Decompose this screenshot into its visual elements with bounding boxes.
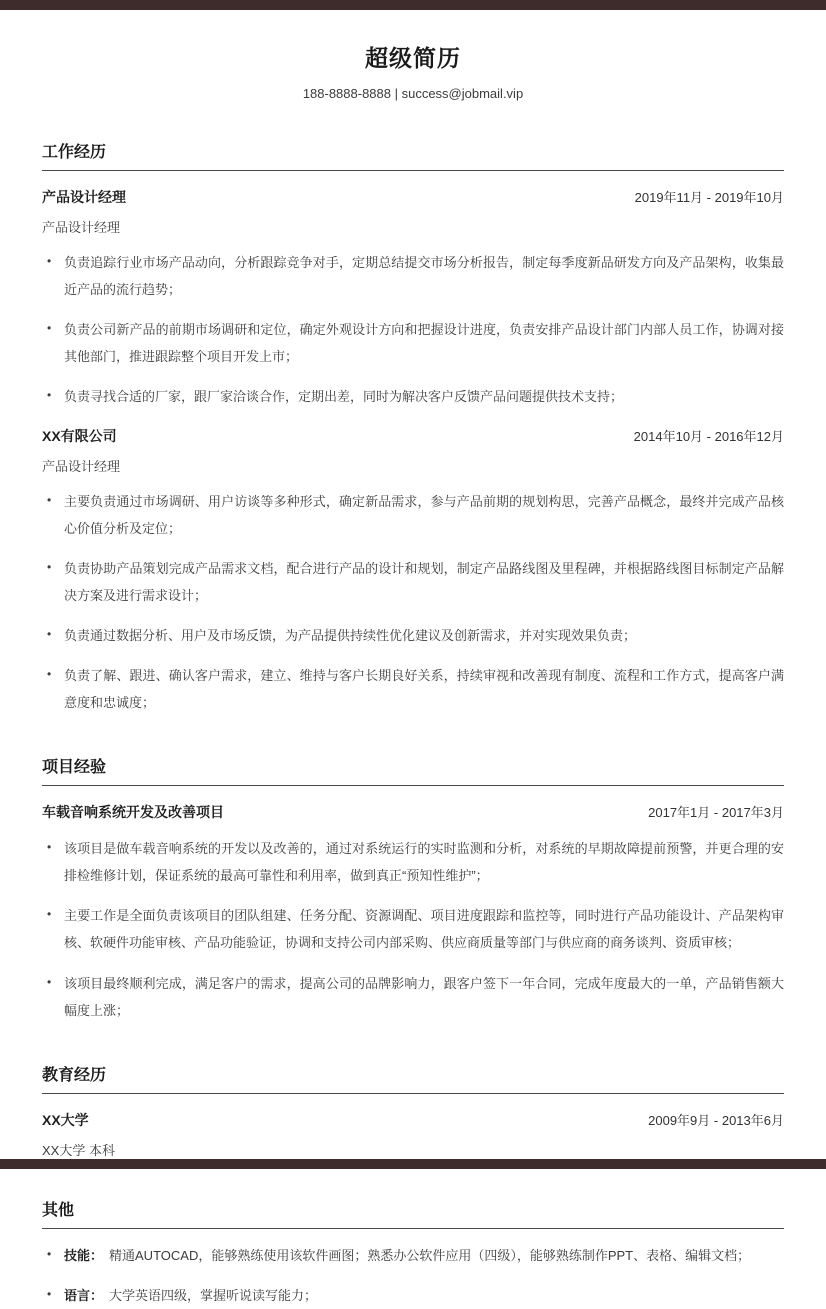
- top-accent-bar: [0, 0, 826, 10]
- list-item: • 该项目是做车载音响系统的开发以及改善的，通过对系统运行的实时监测和分析，对系统的早期故障提前预警，并更合理的安排检维修计划，保证系统的最高可靠性和利用率，做到真正“预知性维护”；: [42, 835, 784, 889]
- list-item: • 负责公司新产品的前期市场调研和定位，确定外观设计方向和把握设计进度，负责安排产品设计部门内部人员工作，协调对接其他部门，推进跟踪整个项目开发上市；: [42, 316, 784, 370]
- job-subtitle: 产品设计经理: [42, 459, 121, 475]
- bullet-icon: •: [47, 254, 52, 268]
- company-name: XX有限公司: [42, 428, 117, 445]
- resume-title: 超级简历: [365, 45, 461, 71]
- list-item: • 负责通过数据分析、用户及市场反馈，为产品提供持续性优化建议及创新需求，并对实现效果负责；: [42, 622, 784, 649]
- skill-text: 精通AUTOCAD，能够熟练使用该软件画图；熟悉办公软件应用（四级），能够熟练制作PPT、表格、编辑文档；: [109, 1247, 751, 1263]
- section-heading-education: 教育经历: [42, 1062, 784, 1094]
- entry-header: [42, 187, 784, 207]
- bullet-icon: •: [47, 627, 52, 642]
- education-entry: [42, 1110, 784, 1159]
- list-item: [42, 1282, 784, 1309]
- bullet-icon: •: [47, 840, 52, 855]
- bullet-icon: •: [47, 493, 52, 508]
- education-date-range: 2009年9月 - 2013年6月: [648, 1112, 784, 1128]
- project-entry: [42, 802, 784, 1023]
- section-heading-projects: 项目经验: [42, 754, 784, 786]
- degree-line: XX大学 本科: [42, 1142, 115, 1158]
- bullet-icon: •: [47, 1246, 52, 1261]
- bottom-accent-bar: [0, 1159, 826, 1169]
- work-entry: [42, 426, 784, 716]
- project-date-range: 2017年1月 - 2017年3月: [648, 805, 784, 821]
- entry-header: [42, 802, 784, 822]
- section-heading-work: 工作经历: [42, 139, 784, 171]
- list-item: • 主要负责通过市场调研、用户访谈等多种形式，确定新品需求，参与产品前期的规划构思，完善产品概念，最终并完成产品核心价值分析及定位；: [42, 488, 784, 542]
- other-list: [42, 1242, 784, 1309]
- section-other: [42, 1197, 784, 1309]
- section-education: [42, 1062, 784, 1159]
- work-entry: [42, 187, 784, 410]
- skill-label: 技能：: [64, 1247, 104, 1263]
- list-item: • 该项目最终顺利完成，满足客户的需求，提高公司的品牌影响力，跟客户签下一年合同，完成年度最大的一单，产品销售额大幅度上涨；: [42, 970, 784, 1024]
- job-title: 产品设计经理: [42, 189, 126, 205]
- job-date-range: 2014年10月 - 2016年12月: [633, 429, 784, 445]
- list-item: • 负责了解、跟进、确认客户需求，建立、维持与客户长期良好关系，持续审视和改善现有制度、流程和工作方式，提高客户满意度和忠诚度；: [42, 662, 784, 716]
- contact-line: 188-8888-8888 | success@jobmail.vip: [302, 86, 524, 101]
- job-bullet-list: [42, 249, 784, 410]
- job-subtitle: 产品设计经理: [42, 220, 121, 235]
- job-bullet-list: [42, 488, 784, 716]
- entry-header: [42, 426, 784, 446]
- project-title: 车载音响系统开发及改善项目: [42, 804, 224, 821]
- section-project-experience: [42, 754, 784, 1023]
- list-item: • 主要工作是全面负责该项目的团队组建、任务分配、资源调配、项目进度跟踪和监控等，同时进行产品功能设计、产品架构审核、软硬件功能审核、产品功能验证，协调和支持公司内部采购、供应商质量等部门与供应商的商务谈判、资质审核；: [42, 902, 784, 956]
- entry-header: [42, 1110, 784, 1130]
- language-label: 语言：: [64, 1287, 104, 1303]
- bullet-icon: •: [47, 1286, 52, 1301]
- list-item: • 负责寻找合适的厂家，跟厂家洽谈合作，定期出差，同时为解决客户反馈产品问题提供技术支持；: [42, 383, 784, 410]
- section-heading-other: 其他: [42, 1197, 784, 1229]
- bullet-icon: •: [47, 974, 52, 989]
- list-item: [42, 1242, 784, 1269]
- bullet-icon: •: [47, 907, 52, 922]
- bullet-icon: •: [47, 388, 52, 403]
- list-item: • 负责追踪行业市场产品动向，分析跟踪竞争对手，定期总结提交市场分析报告，制定每季度新品研发方向及产品架构，收集最近产品的流行趋势；: [42, 249, 784, 303]
- bullet-icon: •: [47, 321, 52, 336]
- bullet-icon: •: [47, 560, 52, 575]
- job-date-range: 2019年11月 - 2019年10月: [634, 190, 784, 205]
- project-bullet-list: [42, 835, 784, 1023]
- language-text: 大学英语四级，掌握听说读写能力；: [109, 1287, 318, 1303]
- section-work-experience: [42, 139, 784, 716]
- list-item: • 负责协助产品策划完成产品需求文档，配合进行产品的设计和规划，制定产品路线图及里程碑，并根据路线图目标制定产品解决方案及进行需求设计；: [42, 555, 784, 609]
- resume-header: [42, 0, 784, 101]
- bullet-icon: •: [47, 667, 52, 682]
- school-name: XX大学: [42, 1111, 89, 1128]
